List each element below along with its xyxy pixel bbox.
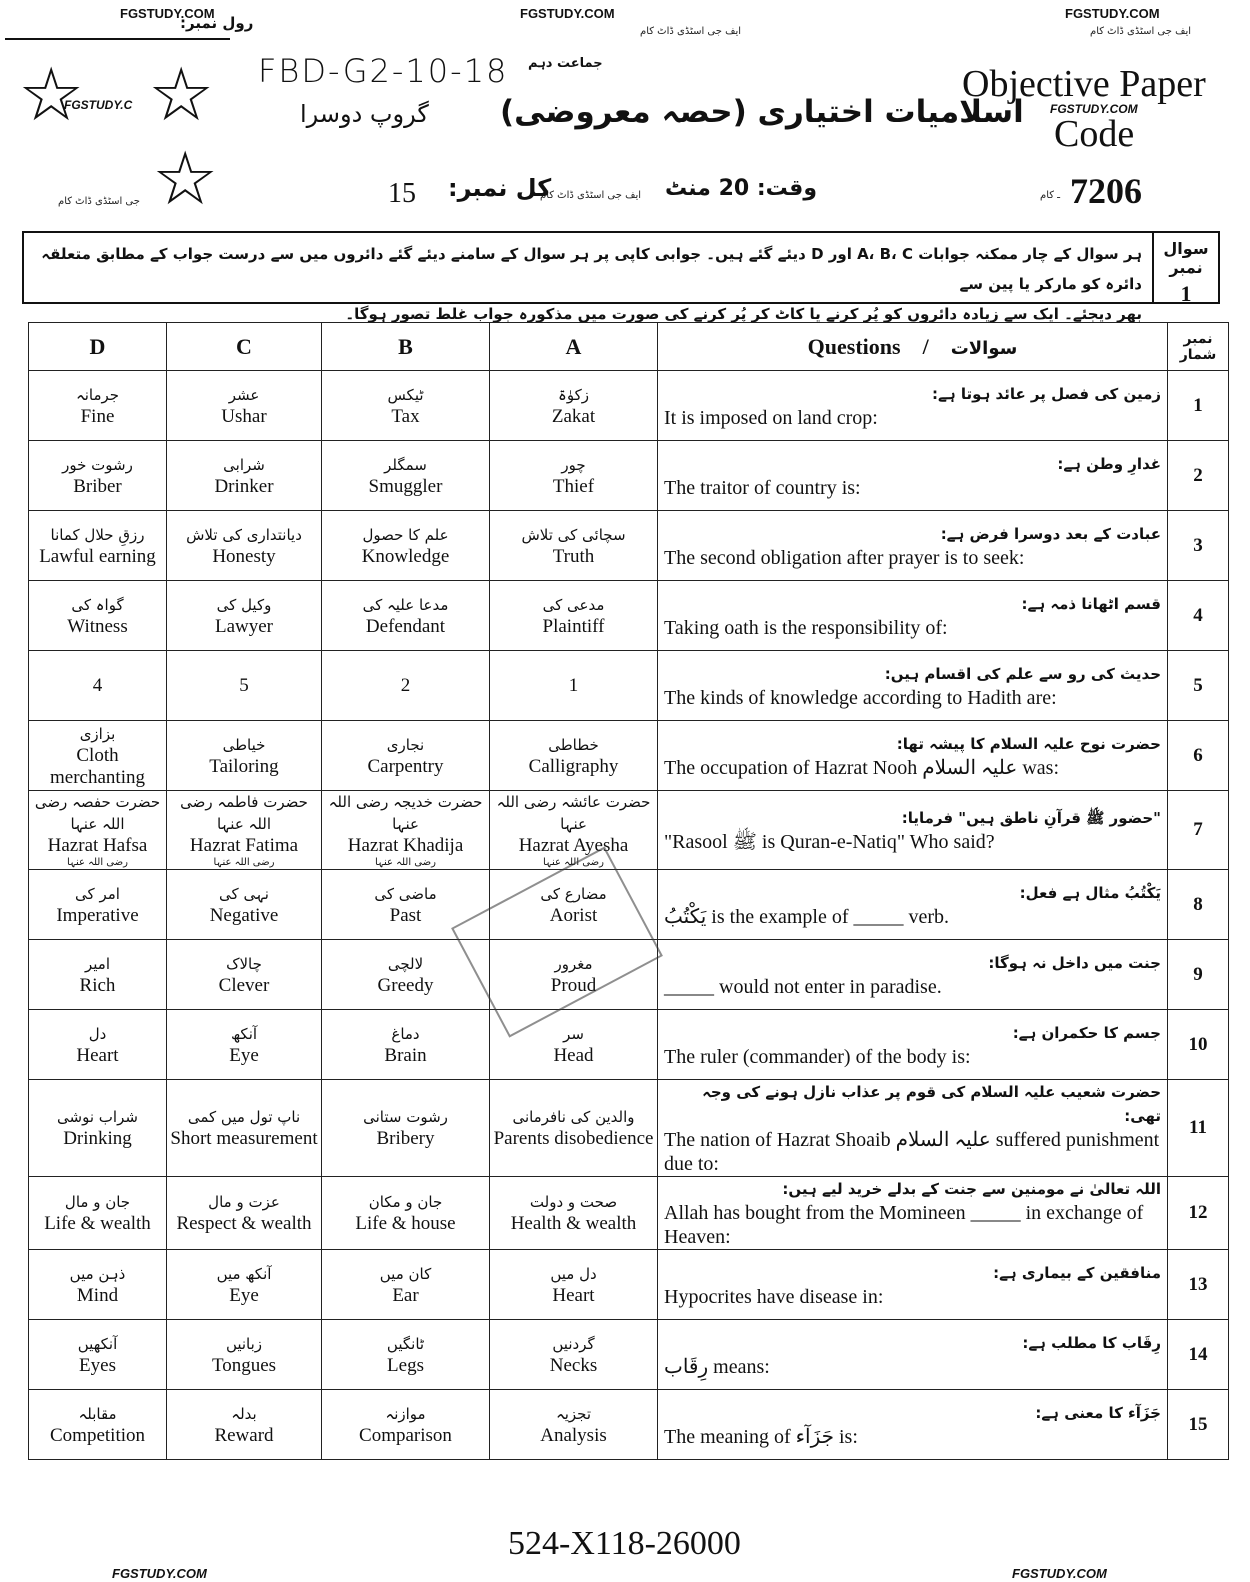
option-b-cell	[322, 511, 490, 581]
table-row	[29, 1390, 1229, 1460]
question-english: Allah has bought from the Momineen _____ in exchange of Heaven:	[664, 1202, 1144, 1248]
option-b-urdu: لالچی	[387, 954, 424, 973]
question-number-value: 1	[1180, 281, 1192, 306]
option-b-english: Carpentry	[367, 755, 444, 777]
question-english: _____ would not enter in paradise.	[664, 975, 942, 998]
option-a-honorific: رضی اللہ عنہا	[543, 857, 604, 868]
star-icon: ☆	[152, 136, 219, 222]
question-serial: 11	[1168, 1080, 1229, 1177]
class-label: جماعت دہم	[528, 56, 603, 71]
option-b-english: Brain	[384, 1044, 427, 1066]
option-c-cell	[167, 870, 322, 940]
question-urdu: جَزَآء کا معنی ہے:	[1035, 1403, 1161, 1422]
option-c-cell	[167, 1250, 322, 1320]
question-english: The nation of Hazrat Shoaib علیہ السلام suffered punishment due to:	[664, 1129, 1160, 1175]
option-d-cell	[29, 791, 167, 870]
watermark-urdu-time: ایف جی اسٹڈی ڈاٹ کام	[540, 190, 642, 201]
question-serial: 14	[1168, 1320, 1229, 1390]
option-a-english: Calligraphy	[528, 755, 619, 777]
option-b-cell	[322, 1010, 490, 1080]
instructions-line-1: ہر سوال کے چار ممکنہ جوابات A، B، C اور D دیئے گئے ہیں۔ جوابی کاپی پر ہر سوال کے سامنے دیئے گئے دائروں میں سے درست جواب کے مطابق متعلقہ دائرہ کو مارکر یا پین سے	[41, 245, 1142, 293]
question-serial: 9	[1168, 940, 1229, 1010]
option-a-english: Head	[553, 1044, 594, 1066]
paper-type-title: Objective Paper	[962, 63, 1206, 105]
option-d-english: Life & wealth	[44, 1213, 151, 1234]
question-english: The second obligation after prayer is to seek:	[664, 546, 1025, 569]
question-serial: 15	[1168, 1390, 1229, 1460]
option-b-english: Past	[389, 904, 422, 926]
option-c-english: Reward	[214, 1424, 274, 1446]
option-d-cell	[29, 721, 167, 791]
option-b-english: Greedy	[377, 974, 434, 996]
option-c-cell	[167, 371, 322, 441]
option-c-urdu: خیاطی	[222, 735, 266, 754]
option-c-honorific: رضی اللہ عنہا	[213, 857, 275, 868]
question-english: The occupation of Hazrat Nooh علیہ السلام was:	[664, 756, 1060, 779]
option-d-english: Eyes	[79, 1354, 116, 1376]
option-d-urdu: جرمانہ	[75, 385, 120, 404]
roll-no-label: رول نمبر:	[180, 14, 254, 32]
option-b-cell	[322, 1080, 490, 1177]
option-d-urdu: جان و مال	[64, 1193, 131, 1211]
table-header-row	[29, 323, 1229, 371]
option-d-english: Hazrat Hafsa	[47, 835, 148, 856]
option-b-cell	[322, 441, 490, 511]
option-a-english: Proud	[550, 974, 597, 996]
question-english: يَكْتُبُ is the example of _____ verb.	[664, 905, 950, 928]
question-number-label: سوال نمبر	[1163, 239, 1209, 277]
option-b-urdu: نجاری	[386, 735, 425, 754]
watermark-bottom-left: FGSTUDY.COM	[112, 1566, 207, 1581]
question-urdu: قسم اٹھانا ذمہ ہے:	[1021, 594, 1161, 613]
option-d-english: Imperative	[56, 904, 139, 926]
question-cell	[658, 870, 1168, 940]
option-b-cell	[322, 1390, 490, 1460]
option-b-urdu: کان میں	[379, 1264, 432, 1283]
question-cell	[658, 1250, 1168, 1320]
total-marks-label: کل نمبر:	[448, 174, 552, 202]
option-a-urdu: گردنیں	[552, 1334, 595, 1353]
watermark-bottom-right: FGSTUDY.COM	[1012, 1566, 1107, 1581]
option-c-urdu: دیانتداری کی تلاش	[186, 525, 302, 544]
option-b-cell	[322, 1250, 490, 1320]
question-serial: 10	[1168, 1010, 1229, 1080]
option-c-english: Ushar	[221, 405, 267, 427]
option-d-cell	[29, 870, 167, 940]
option-d-cell	[29, 1390, 167, 1460]
option-c-english: Respect & wealth	[176, 1213, 312, 1234]
option-b-cell	[322, 371, 490, 441]
option-a-english: Necks	[549, 1354, 598, 1376]
option-c-english: Eye	[229, 1284, 259, 1306]
question-urdu: رِقَاب کا مطلب ہے:	[1022, 1333, 1161, 1352]
option-d-english: Briber	[73, 475, 122, 497]
watermark-urdu-code: ـ کام	[1040, 190, 1061, 201]
option-d-urdu: آنکھیں	[77, 1334, 118, 1353]
watermark-under-title: FGSTUDY.COM	[1050, 102, 1138, 116]
question-cell	[658, 511, 1168, 581]
option-d-urdu: مقابلہ	[78, 1404, 117, 1423]
option-c-english: Honesty	[212, 545, 276, 567]
paper-code: 7206	[1070, 171, 1142, 211]
option-c-urdu: ناپ تول میں کمی	[187, 1108, 301, 1126]
option-b-urdu: ٹانگیں	[386, 1334, 425, 1353]
option-b-urdu: حضرت خدیجہ رضی اللہ عنہا	[328, 793, 483, 833]
option-b-english: Life & house	[355, 1213, 456, 1234]
question-cell	[658, 371, 1168, 441]
watermark-urdu-center: ایف جی اسٹڈی ڈاٹ کام	[640, 26, 742, 37]
option-a-urdu: مضارع کی	[540, 884, 607, 903]
option-d-english: Rich	[79, 974, 116, 996]
option-b-cell	[322, 791, 490, 870]
option-b-cell	[322, 1320, 490, 1390]
option-d-english: Lawful earning	[39, 545, 156, 567]
option-c-cell	[167, 1177, 322, 1250]
question-english: Taking oath is the responsibility of:	[664, 616, 948, 639]
option-a-urdu: زکوٰۃ	[558, 385, 589, 404]
print-code: 524-X118-26000	[508, 1525, 741, 1562]
table-row	[29, 581, 1229, 651]
header-separator: /	[922, 333, 929, 359]
question-english: "Rasool ﷺ is Quran-e-Natiq" Who said?	[664, 831, 995, 853]
option-a-english: Hazrat Ayesha	[518, 835, 629, 856]
option-d-english: Competition	[50, 1424, 145, 1446]
option-c-english: Clever	[218, 974, 270, 996]
option-d-english: Fine	[80, 405, 115, 427]
instructions-text	[24, 233, 1152, 323]
header-questions	[658, 323, 1168, 371]
option-a-cell	[490, 1177, 658, 1250]
option-d-cell	[29, 1177, 167, 1250]
instructions-box	[22, 231, 1220, 323]
option-a-english: Zakat	[551, 405, 596, 427]
option-c-english: Hazrat Fatima	[189, 835, 299, 856]
option-b-english: Tax	[391, 405, 420, 427]
option-d-cell	[29, 1320, 167, 1390]
group-label: گروپ دوسرا	[300, 100, 429, 128]
subject-title: اسلامیات اختیاری (حصہ معروضی)	[500, 94, 1024, 130]
table-row	[29, 1080, 1229, 1177]
question-cell	[658, 1177, 1168, 1250]
option-c-urdu: آنکھ	[230, 1024, 258, 1043]
option-c-cell	[167, 1080, 322, 1177]
option-b-cell	[322, 721, 490, 791]
option-d-cell	[29, 651, 167, 721]
question-urdu: "حضور ﷺ قرآنِ ناطق ہیں" فرمایا:	[901, 809, 1161, 827]
option-a-cell	[490, 651, 658, 721]
question-english: رِقَاب means:	[664, 1355, 770, 1378]
option-a-urdu: صحت و دولت	[529, 1193, 618, 1211]
question-cell	[658, 581, 1168, 651]
option-d-cell	[29, 940, 167, 1010]
option-c-urdu: نہی کی	[219, 884, 269, 903]
option-a-cell	[490, 371, 658, 441]
question-serial: 7	[1168, 791, 1229, 870]
question-english: Hypocrites have disease in:	[664, 1285, 884, 1308]
time-label: وقت: 20 منٹ	[665, 176, 818, 201]
option-d-urdu: حضرت حفصہ رضی اللہ عنہا	[34, 793, 161, 833]
option-d-urdu: بزازی	[79, 724, 116, 743]
option-b-cell	[322, 651, 490, 721]
table-row	[29, 721, 1229, 791]
question-cell	[658, 940, 1168, 1010]
question-english: It is imposed on land crop:	[664, 406, 878, 429]
option-b-honorific: رضی اللہ عنہا	[375, 857, 436, 868]
option-c-urdu: زبانیں	[225, 1334, 263, 1353]
option-b-urdu: دماغ	[391, 1024, 420, 1043]
option-d-urdu: دل	[88, 1024, 107, 1043]
total-marks-value: 15	[388, 178, 416, 209]
header-serial: نمبر شمار	[1168, 323, 1229, 371]
option-d-cell	[29, 1080, 167, 1177]
question-urdu: جسم کا حکمران ہے:	[1012, 1023, 1161, 1042]
option-a-urdu: چور	[561, 455, 586, 474]
question-cell	[658, 1080, 1168, 1177]
option-a-urdu: والدین کی نافرمانی	[512, 1108, 635, 1126]
star-icon: ☆	[148, 52, 215, 138]
question-cell	[658, 1010, 1168, 1080]
question-urdu: حدیث کی رو سے علم کی اقسام ہیں:	[884, 664, 1161, 683]
option-a-cell	[490, 1320, 658, 1390]
option-c-english: 5	[239, 674, 249, 696]
option-a-english: Truth	[552, 545, 595, 567]
watermark-top-center: FGSTUDY.COM	[520, 6, 615, 21]
question-serial: 12	[1168, 1177, 1229, 1250]
option-a-cell	[490, 791, 658, 870]
option-a-english: Plaintiff	[542, 615, 605, 637]
option-d-english: Drinking	[63, 1128, 132, 1149]
option-d-urdu: ذہن میں	[69, 1264, 126, 1283]
option-a-urdu: دل میں	[550, 1264, 597, 1283]
option-a-cell	[490, 1250, 658, 1320]
question-serial: 1	[1168, 371, 1229, 441]
question-english: The kinds of knowledge according to Hadith are:	[664, 686, 1057, 709]
option-c-cell	[167, 721, 322, 791]
table-row	[29, 651, 1229, 721]
question-number-box	[1152, 233, 1218, 306]
option-b-urdu: علم کا حصول	[362, 525, 449, 544]
header-option-b: B	[322, 323, 490, 371]
option-a-cell	[490, 581, 658, 651]
option-b-english: Comparison	[359, 1424, 452, 1446]
option-d-english: Heart	[76, 1044, 119, 1066]
option-c-cell	[167, 791, 322, 870]
roll-no-line	[5, 38, 230, 40]
option-c-urdu: آنکھ میں	[216, 1264, 272, 1283]
option-b-urdu: رشوت ستانی	[363, 1108, 448, 1126]
table-row	[29, 1250, 1229, 1320]
option-a-urdu: مغرور	[554, 954, 593, 973]
question-urdu: يَكْتُبُ مثال ہے فعل:	[1019, 883, 1161, 902]
option-c-cell	[167, 441, 322, 511]
option-c-english: Negative	[209, 904, 279, 926]
question-serial: 6	[1168, 721, 1229, 791]
option-a-cell	[490, 511, 658, 581]
option-d-cell	[29, 441, 167, 511]
option-a-cell	[490, 1080, 658, 1177]
watermark-star-urdu: جی اسٹڈی ڈاٹ کام	[58, 196, 140, 207]
option-b-english: 2	[400, 674, 411, 696]
question-cell	[658, 1320, 1168, 1390]
question-serial: 13	[1168, 1250, 1229, 1320]
option-b-english: Bribery	[376, 1128, 435, 1149]
option-d-cell	[29, 1250, 167, 1320]
option-d-english: Witness	[67, 615, 128, 637]
option-c-urdu: چالاک	[226, 954, 262, 973]
option-d-english: 4	[92, 674, 103, 696]
option-c-english: Tongues	[211, 1354, 277, 1376]
option-b-urdu: ماضی کی	[374, 884, 437, 903]
question-urdu: غدارِ وطن ہے:	[1057, 454, 1161, 473]
option-d-english: Cloth merchanting	[50, 744, 145, 788]
option-c-urdu: عزت و مال	[208, 1193, 280, 1211]
option-a-english: Health & wealth	[510, 1213, 637, 1234]
option-d-cell	[29, 371, 167, 441]
option-a-english: Heart	[552, 1284, 595, 1306]
option-b-english: Knowledge	[361, 545, 450, 567]
option-b-urdu: موازنہ	[385, 1404, 426, 1423]
option-a-english: Parents disobedience	[493, 1128, 654, 1149]
question-urdu: منافقین کے بیماری ہے:	[993, 1263, 1161, 1282]
header-questions-ur: سوالات	[950, 337, 1018, 359]
option-a-urdu: حضرت عائشہ رضی اللہ عنہا	[496, 793, 651, 833]
option-c-english: Drinker	[214, 475, 274, 497]
option-c-urdu: شرابی	[223, 455, 265, 474]
option-b-english: Hazrat Khadija	[347, 835, 464, 856]
option-d-urdu: رشوت خور	[62, 455, 133, 474]
option-c-urdu: وکیل کی	[216, 595, 272, 614]
option-b-english: Ear	[392, 1284, 419, 1306]
question-cell	[658, 721, 1168, 791]
table-row	[29, 1177, 1229, 1250]
question-serial: 2	[1168, 441, 1229, 511]
table-row	[29, 371, 1229, 441]
option-d-cell	[29, 581, 167, 651]
option-b-english: Smuggler	[368, 475, 443, 497]
option-a-urdu: خطاطی	[548, 735, 599, 754]
question-urdu: زمین کی فصل پر عائد ہوتا ہے:	[932, 384, 1161, 403]
question-serial: 5	[1168, 651, 1229, 721]
option-c-cell	[167, 651, 322, 721]
option-a-english: 1	[568, 674, 579, 696]
option-c-cell	[167, 511, 322, 581]
option-d-honorific: رضی اللہ عنہا	[67, 857, 128, 868]
option-d-urdu: رزقِ حلال کمانا	[50, 525, 145, 544]
option-a-urdu: تجزیہ	[555, 1404, 592, 1423]
option-c-english: Tailoring	[209, 755, 279, 777]
question-english: The traitor of country is:	[664, 476, 861, 499]
question-cell	[658, 1390, 1168, 1460]
question-cell	[658, 791, 1168, 870]
option-a-urdu: مدعی کی	[542, 595, 605, 614]
question-cell	[658, 441, 1168, 511]
option-b-cell	[322, 581, 490, 651]
option-b-urdu: سمگلر	[384, 455, 427, 474]
option-a-cell	[490, 1390, 658, 1460]
option-a-urdu: سر	[563, 1024, 584, 1043]
header-option-c: C	[167, 323, 322, 371]
table-row	[29, 441, 1229, 511]
question-urdu: حضرت نوح علیہ السلام کا پیشہ تھا:	[896, 734, 1161, 753]
option-d-urdu: گواہ کی	[71, 595, 124, 614]
table-row	[29, 1010, 1229, 1080]
option-b-english: Legs	[387, 1354, 424, 1376]
header-option-d: D	[29, 323, 167, 371]
option-b-urdu: جان و مکان	[368, 1193, 443, 1211]
option-c-cell	[167, 1390, 322, 1460]
question-serial: 3	[1168, 511, 1229, 581]
question-english: The meaning of جَزَآء is:	[664, 1425, 858, 1448]
header-questions-en: Questions	[807, 333, 901, 359]
watermark-top-left: FGSTUDY.COM	[120, 6, 215, 21]
question-urdu: جنت میں داخل نہ ہوگا:	[988, 953, 1161, 972]
table-row	[29, 791, 1229, 870]
question-serial: 4	[1168, 581, 1229, 651]
option-b-english: Defendant	[365, 615, 446, 637]
option-c-cell	[167, 581, 322, 651]
watermark-star-label: FGSTUDY.C	[64, 98, 133, 112]
option-c-cell	[167, 1320, 322, 1390]
option-b-urdu: ٹیکس	[387, 385, 424, 404]
table-row	[29, 1320, 1229, 1390]
option-c-english: Short measurement	[170, 1128, 318, 1149]
option-d-cell	[29, 1010, 167, 1080]
option-c-cell	[167, 1010, 322, 1080]
handwritten-code: FBD-G2-10-18	[258, 52, 509, 90]
question-english: The ruler (commander) of the body is:	[664, 1045, 971, 1068]
option-b-cell	[322, 1177, 490, 1250]
question-urdu: اللہ تعالیٰ نے مومنین سے جنت کے بدلے خرید لیے ہیں:	[782, 1180, 1161, 1198]
watermark-urdu-right: ایف جی اسٹڈی ڈاٹ کام	[1090, 26, 1192, 37]
option-c-english: Lawyer	[214, 615, 274, 637]
option-a-cell	[490, 441, 658, 511]
question-cell	[658, 651, 1168, 721]
instructions-line-2: بھر دیجئے۔ ایک سے زیادہ دائروں کو پُر کرنے یا کاٹ کر پُر کرنے کی صورت میں مذکورہ جواب غلط تصور ہوگا۔	[345, 305, 1142, 323]
option-a-english: Aorist	[549, 904, 598, 926]
option-d-urdu: امیر	[84, 954, 110, 973]
table-row	[29, 511, 1229, 581]
question-serial: 8	[1168, 870, 1229, 940]
option-c-cell	[167, 940, 322, 1010]
option-d-urdu: شراب نوشی	[57, 1108, 138, 1126]
question-urdu: حضرت شعیب علیہ السلام کی قوم پر عذاب نازل ہونے کی وجہ تھی:	[702, 1083, 1161, 1125]
option-d-urdu: امر کی	[75, 884, 120, 903]
option-d-cell	[29, 511, 167, 581]
option-a-english: Analysis	[540, 1424, 607, 1446]
paper-code-label: Code	[1054, 113, 1135, 155]
option-c-urdu: حضرت فاطمہ رضی اللہ عنہا	[180, 793, 308, 833]
option-d-english: Mind	[76, 1284, 119, 1306]
star-icon: ☆	[18, 52, 85, 138]
option-a-cell	[490, 721, 658, 791]
option-c-english: Eye	[229, 1044, 259, 1066]
question-urdu: عبادت کے بعد دوسرا فرض ہے:	[940, 524, 1161, 543]
watermark-top-right: FGSTUDY.COM	[1065, 6, 1160, 21]
option-a-english: Thief	[552, 475, 595, 497]
option-c-urdu: بدلہ	[231, 1404, 257, 1423]
header-option-a: A	[490, 323, 658, 371]
option-c-urdu: عشر	[228, 385, 260, 404]
option-b-urdu: مدعا علیہ کی	[362, 595, 449, 614]
option-a-urdu: سچائی کی تلاش	[521, 525, 626, 544]
